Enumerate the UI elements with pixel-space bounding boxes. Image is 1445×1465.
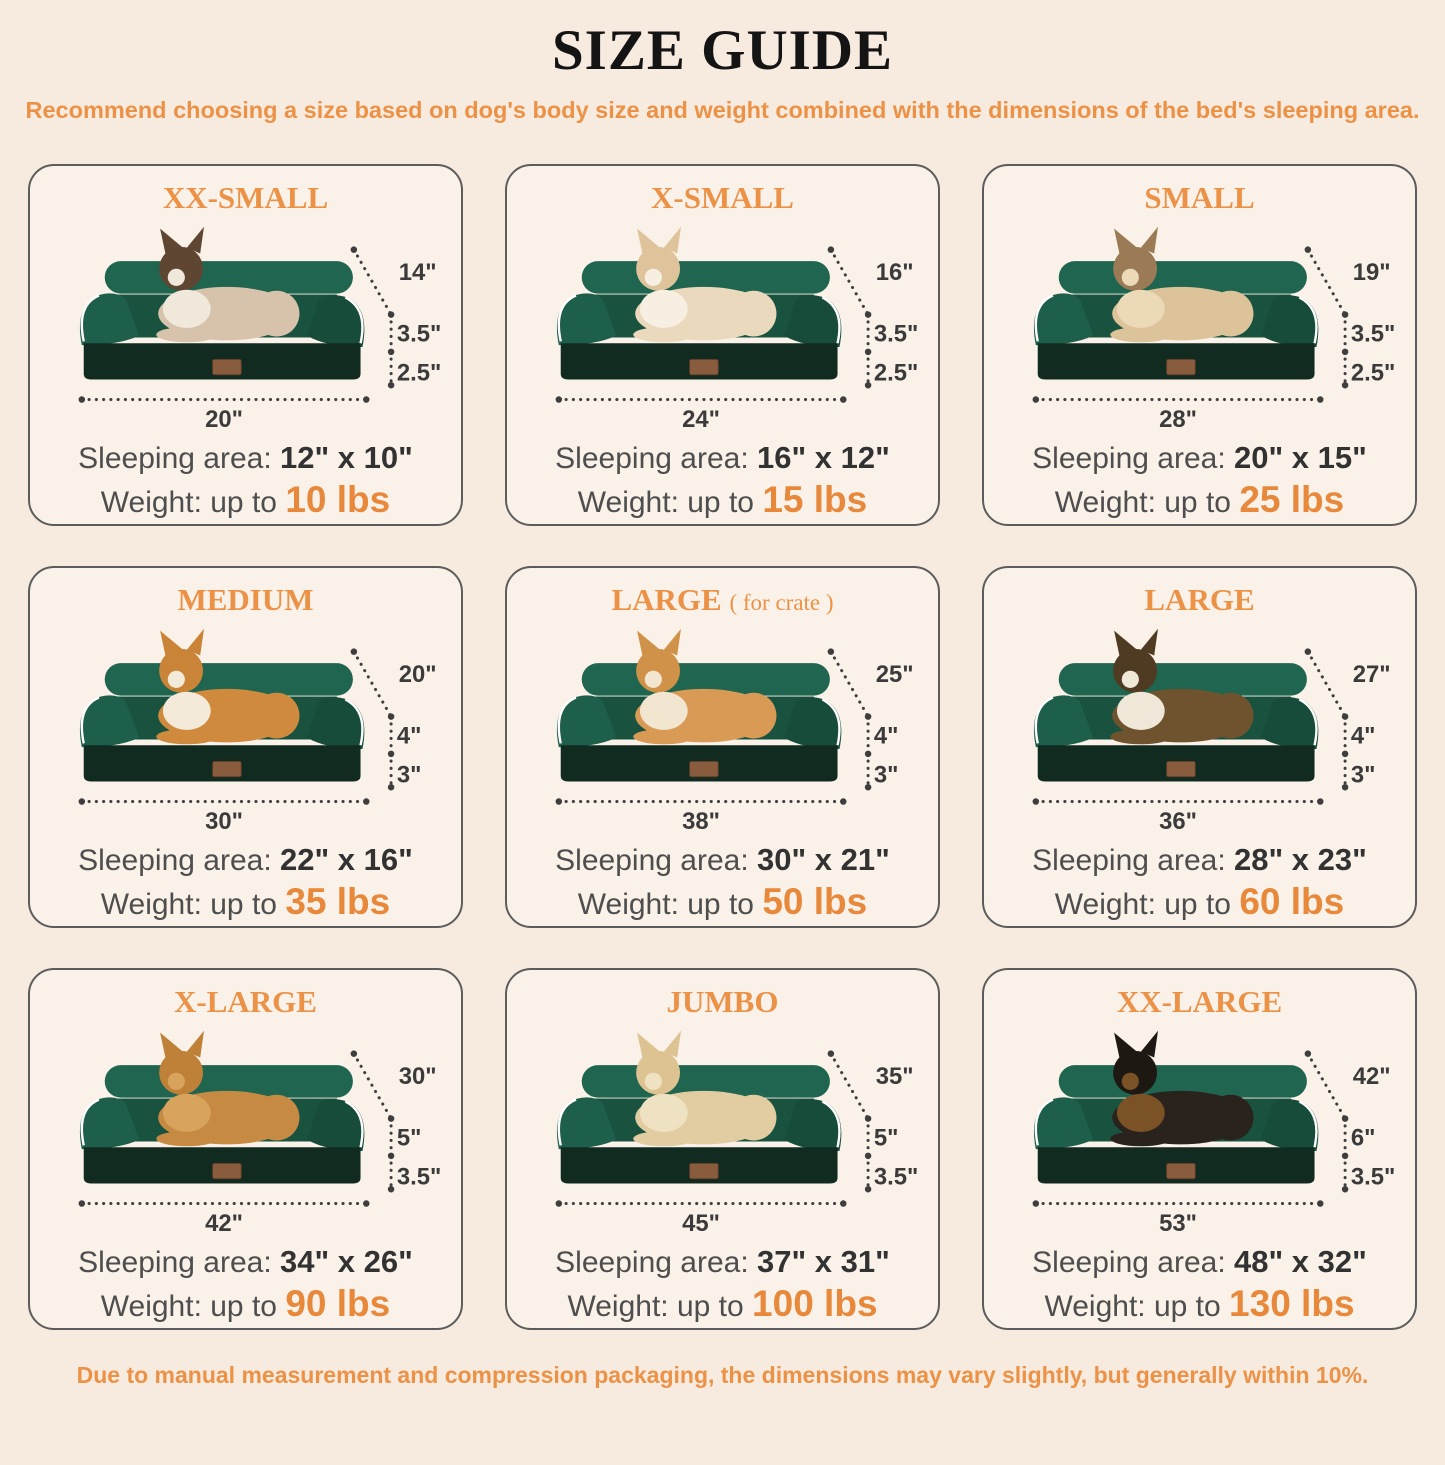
width-dimension-label: 20": [204, 405, 243, 433]
size-card: [982, 968, 1417, 1330]
brand-tag: [212, 761, 241, 776]
weight-value: 100 lbs: [752, 1282, 878, 1324]
page-subtitle: Recommend choosing a size based on dog's body size and weight combined with the dimensions of the bed's sleeping area.: [25, 96, 1420, 123]
dim-dot: [1341, 750, 1347, 756]
sleeping-area-label: Sleeping area:: [1032, 843, 1226, 877]
sleeping-area-line: [555, 842, 890, 878]
pet-muzzle: [167, 268, 184, 285]
width-dimension-label: 53": [1158, 1209, 1197, 1237]
sleeping-area-label: Sleeping area:: [1032, 441, 1226, 475]
dim-dot: [1032, 396, 1038, 402]
card-size-name: LARGE: [1144, 581, 1255, 617]
dim-dot: [840, 798, 846, 804]
bed-figure: [36, 620, 456, 838]
dim-dot: [1317, 798, 1323, 804]
sleeping-area-value: 37" x 31": [757, 1243, 890, 1279]
card-size-name: X-SMALL: [651, 179, 794, 215]
page-title: SIZE GUIDE: [551, 19, 894, 82]
size-card: [505, 566, 940, 928]
weight-line: [101, 881, 390, 923]
dim-dot: [387, 1115, 393, 1121]
pet-paws: [633, 1131, 694, 1146]
weight-value: 50 lbs: [762, 880, 868, 922]
brand-tag: [689, 359, 718, 374]
pet-paws: [1110, 1131, 1171, 1146]
sleeping-area-line: [1032, 1244, 1367, 1280]
dim-dot: [840, 396, 846, 402]
pet-haunch: [253, 290, 299, 336]
sleeping-area-value: 28" x 23": [1234, 841, 1367, 877]
pet-paws: [633, 327, 694, 342]
base-height-label: 3": [873, 761, 898, 789]
pet-chest: [1116, 289, 1164, 327]
depth-dimension-label: 42": [1352, 1062, 1391, 1090]
dim-dot: [363, 396, 369, 402]
dim-dot: [1341, 713, 1347, 719]
sleeping-area-value: 12" x 10": [280, 439, 413, 475]
bed-figure: [36, 218, 456, 436]
weight-line: [578, 881, 867, 923]
width-dimension-label: 42": [204, 1209, 243, 1237]
size-card: [982, 164, 1417, 526]
bed-illustration: [1033, 628, 1317, 781]
dim-dot: [1304, 1050, 1310, 1056]
dim-dot: [1341, 1186, 1347, 1192]
weight-label: Weight: up to: [1054, 485, 1231, 519]
base-height-label: 2.5": [396, 359, 441, 387]
base-height-label: 3.5": [396, 1163, 441, 1191]
dim-dot: [363, 1200, 369, 1206]
bed-illustration: [556, 226, 840, 379]
dim-dot: [387, 713, 393, 719]
depth-dimension-label: 27": [1352, 660, 1391, 688]
depth-dimension-line: [830, 651, 867, 716]
dim-dot: [827, 246, 833, 252]
pet-muzzle: [167, 1072, 184, 1089]
dim-dot: [1341, 784, 1347, 790]
dim-dot: [78, 396, 84, 402]
pet-haunch: [1207, 692, 1253, 738]
card-size-name: MEDIUM: [177, 581, 314, 617]
depth-dimension-line: [1307, 1053, 1344, 1118]
bolster-height-label: 3.5": [396, 320, 441, 348]
weight-value: 130 lbs: [1229, 1282, 1355, 1324]
dim-dot: [840, 1200, 846, 1206]
sleeping-area-label: Sleeping area:: [555, 1245, 749, 1279]
bed-illustration: [1033, 1030, 1317, 1183]
card-size-note: ( for crate ): [729, 589, 834, 615]
weight-label: Weight: up to: [577, 485, 754, 519]
bed-illustration: [556, 628, 840, 781]
pet-muzzle: [644, 670, 661, 687]
dim-dot: [387, 1186, 393, 1192]
size-card: [982, 566, 1417, 928]
pet-muzzle: [644, 268, 661, 285]
sleeping-area-label: Sleeping area:: [555, 843, 749, 877]
bolster-height-label: 4": [1350, 722, 1375, 750]
dim-dot: [555, 798, 561, 804]
dim-dot: [78, 798, 84, 804]
bolster-height-label: 5": [873, 1124, 898, 1152]
bed-figure: [513, 218, 933, 436]
dim-dot: [363, 798, 369, 804]
dim-dot: [864, 311, 870, 317]
pet-chest: [1116, 1093, 1164, 1131]
depth-dimension-label: 20": [398, 660, 437, 688]
dim-dot: [1341, 348, 1347, 354]
weight-value: 10 lbs: [285, 478, 391, 520]
dim-dot: [864, 1115, 870, 1121]
card-size-name: SMALL: [1144, 179, 1255, 215]
sleeping-area-line: [78, 842, 413, 878]
width-dimension-label: 45": [681, 1209, 720, 1237]
pet-paws: [1110, 729, 1171, 744]
weight-line: [578, 479, 867, 521]
card-title: [1144, 180, 1254, 218]
width-dimension-label: 36": [1158, 807, 1197, 835]
pet-paws: [633, 729, 694, 744]
pet-haunch: [253, 1094, 299, 1140]
pet-muzzle: [1121, 268, 1138, 285]
dim-dot: [827, 648, 833, 654]
dim-dot: [1341, 1115, 1347, 1121]
size-grid: [0, 164, 1445, 1330]
size-card: [505, 968, 940, 1330]
dim-dot: [1032, 798, 1038, 804]
pet-chest: [162, 289, 210, 327]
weight-label: Weight: up to: [577, 887, 754, 921]
bed-figure: [36, 1022, 456, 1240]
pet-chest: [639, 289, 687, 327]
pet-paws: [156, 1131, 217, 1146]
bolster-height-label: 3.5": [873, 320, 918, 348]
depth-dimension-line: [353, 249, 390, 314]
weight-line: [101, 1283, 390, 1325]
bolster-height-label: 4": [873, 722, 898, 750]
sleeping-area-line: [555, 1244, 890, 1280]
dim-dot: [864, 348, 870, 354]
sleeping-area-line: [78, 1244, 413, 1280]
dim-dot: [1032, 1200, 1038, 1206]
dim-dot: [827, 1050, 833, 1056]
weight-line: [1044, 1283, 1354, 1325]
size-card: [505, 164, 940, 526]
pet-chest: [162, 1093, 210, 1131]
bed-figure: [990, 218, 1410, 436]
depth-dimension-label: 30": [398, 1062, 437, 1090]
card-size-name: XX-LARGE: [1116, 983, 1283, 1019]
card-size-name: XX-SMALL: [162, 179, 329, 215]
card-title: [611, 582, 833, 620]
sleeping-area-line: [1032, 440, 1367, 476]
dim-dot: [1304, 648, 1310, 654]
pet-haunch: [1207, 290, 1253, 336]
weight-line: [567, 1283, 877, 1325]
dim-dot: [1317, 1200, 1323, 1206]
base-height-label: 3": [396, 761, 421, 789]
bed-figure: [990, 620, 1410, 838]
pet-haunch: [730, 1094, 776, 1140]
bolster-height-label: 5": [396, 1124, 421, 1152]
base-height-label: 2.5": [1350, 359, 1395, 387]
sleeping-area-value: 34" x 26": [280, 1243, 413, 1279]
pet-muzzle: [1121, 1072, 1138, 1089]
dim-dot: [387, 382, 393, 388]
dim-dot: [387, 750, 393, 756]
card-size-name: LARGE: [611, 581, 722, 617]
sleeping-area-value: 48" x 32": [1234, 1243, 1367, 1279]
dim-dot: [1341, 382, 1347, 388]
size-card: [28, 164, 463, 526]
weight-label: Weight: up to: [1044, 1289, 1221, 1323]
dim-dot: [864, 713, 870, 719]
pet-chest: [1116, 691, 1164, 729]
weight-label: Weight: up to: [100, 485, 277, 519]
base-height-label: 3.5": [1350, 1163, 1395, 1191]
bolster-height-label: 3.5": [1350, 320, 1395, 348]
sleeping-area-label: Sleeping area:: [555, 441, 749, 475]
depth-dimension-line: [1307, 249, 1344, 314]
dim-dot: [864, 750, 870, 756]
weight-label: Weight: up to: [100, 887, 277, 921]
pet-haunch: [730, 290, 776, 336]
brand-tag: [689, 1163, 718, 1178]
pet-haunch: [1207, 1094, 1253, 1140]
pet-muzzle: [644, 1072, 661, 1089]
bed-illustration: [1033, 226, 1317, 379]
bed-illustration: [556, 1030, 840, 1183]
card-title: [667, 984, 779, 1022]
depth-dimension-label: 25": [875, 660, 914, 688]
depth-dimension-label: 14": [398, 258, 437, 286]
pet-chest: [639, 1093, 687, 1131]
dim-dot: [864, 1152, 870, 1158]
pet-muzzle: [1121, 670, 1138, 687]
dim-dot: [864, 382, 870, 388]
brand-tag: [212, 1163, 241, 1178]
dim-dot: [350, 1050, 356, 1056]
width-dimension-label: 28": [1158, 405, 1197, 433]
brand-tag: [212, 359, 241, 374]
page-footer: Due to manual measurement and compression packaging, the dimensions may vary slightly, but generally within 10%.: [76, 1361, 1369, 1388]
pet-haunch: [730, 692, 776, 738]
sleeping-area-line: [555, 440, 890, 476]
sleeping-area-label: Sleeping area:: [78, 1245, 272, 1279]
weight-label: Weight: up to: [1054, 887, 1231, 921]
dim-dot: [555, 1200, 561, 1206]
width-dimension-label: 30": [204, 807, 243, 835]
card-title: [163, 180, 328, 218]
pet-paws: [156, 327, 217, 342]
sleeping-area-value: 20" x 15": [1234, 439, 1367, 475]
card-title: [1117, 984, 1282, 1022]
sleeping-area-label: Sleeping area:: [1032, 1245, 1226, 1279]
card-title: [651, 180, 794, 218]
sleeping-area-value: 16" x 12": [757, 439, 890, 475]
dim-dot: [1341, 1152, 1347, 1158]
base-height-label: 3.5": [873, 1163, 918, 1191]
pet-chest: [162, 691, 210, 729]
bed-figure: [513, 1022, 933, 1240]
pet-haunch: [253, 692, 299, 738]
weight-label: Weight: up to: [567, 1289, 744, 1323]
depth-dimension-line: [353, 651, 390, 716]
brand-tag: [1166, 359, 1195, 374]
depth-dimension-line: [830, 249, 867, 314]
weight-value: 15 lbs: [762, 478, 868, 520]
base-height-label: 3": [1350, 761, 1375, 789]
weight-line: [1055, 881, 1344, 923]
weight-value: 60 lbs: [1239, 880, 1345, 922]
bed-figure: [513, 620, 933, 838]
sleeping-area-line: [78, 440, 413, 476]
dim-dot: [387, 311, 393, 317]
sleeping-area-line: [1032, 842, 1367, 878]
card-title: [1144, 582, 1254, 620]
brand-tag: [689, 761, 718, 776]
weight-value: 25 lbs: [1239, 478, 1345, 520]
depth-dimension-label: 19": [1352, 258, 1391, 286]
sleeping-area-label: Sleeping area:: [78, 441, 272, 475]
width-dimension-label: 38": [681, 807, 720, 835]
weight-line: [1055, 479, 1344, 521]
sleeping-area-label: Sleeping area:: [78, 843, 272, 877]
bed-illustration: [79, 226, 363, 379]
card-title: [177, 582, 313, 620]
pet-paws: [156, 729, 217, 744]
size-card: [28, 968, 463, 1330]
bolster-height-label: 6": [1350, 1124, 1375, 1152]
card-title: [174, 984, 317, 1022]
bed-illustration: [79, 628, 363, 781]
depth-dimension-line: [353, 1053, 390, 1118]
dim-dot: [350, 648, 356, 654]
dim-dot: [350, 246, 356, 252]
weight-label: Weight: up to: [100, 1289, 277, 1323]
size-card: [28, 566, 463, 928]
bolster-height-label: 4": [396, 722, 421, 750]
sleeping-area-value: 22" x 16": [280, 841, 413, 877]
card-size-name: X-LARGE: [174, 983, 317, 1019]
depth-dimension-line: [1307, 651, 1344, 716]
pet-chest: [639, 691, 687, 729]
brand-tag: [1166, 761, 1195, 776]
base-height-label: 2.5": [873, 359, 918, 387]
dim-dot: [387, 784, 393, 790]
width-dimension-label: 24": [681, 405, 720, 433]
dim-dot: [555, 396, 561, 402]
weight-line: [101, 479, 390, 521]
dim-dot: [1341, 311, 1347, 317]
dim-dot: [78, 1200, 84, 1206]
pet-muzzle: [167, 670, 184, 687]
bed-figure: [990, 1022, 1410, 1240]
brand-tag: [1166, 1163, 1195, 1178]
pet-paws: [1110, 327, 1171, 342]
dim-dot: [1317, 396, 1323, 402]
dim-dot: [387, 348, 393, 354]
dim-dot: [1304, 246, 1310, 252]
depth-dimension-label: 35": [875, 1062, 914, 1090]
weight-value: 90 lbs: [285, 1282, 391, 1324]
dim-dot: [387, 1152, 393, 1158]
bed-illustration: [79, 1030, 363, 1183]
sleeping-area-value: 30" x 21": [757, 841, 890, 877]
depth-dimension-line: [830, 1053, 867, 1118]
dim-dot: [864, 1186, 870, 1192]
dim-dot: [864, 784, 870, 790]
depth-dimension-label: 16": [875, 258, 914, 286]
weight-value: 35 lbs: [285, 880, 391, 922]
card-size-name: JUMBO: [666, 983, 779, 1019]
